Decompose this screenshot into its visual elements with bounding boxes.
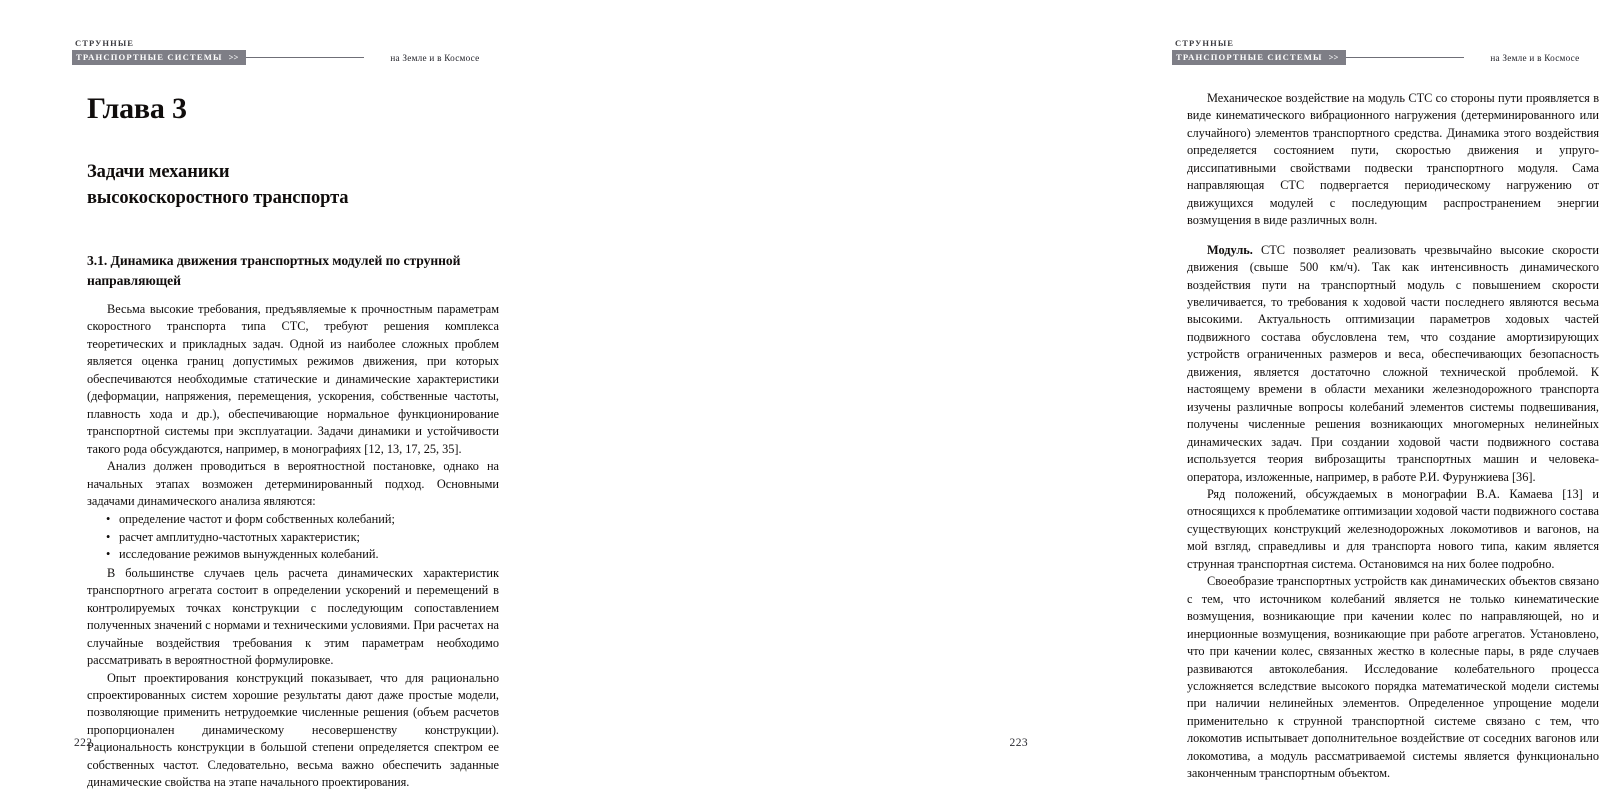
header-subtitle: на Земле и в Космосе bbox=[390, 52, 480, 63]
list-item: • исследование режимов вынужденных колебаний. bbox=[87, 546, 499, 563]
chevron-right-icon: >> bbox=[1328, 52, 1339, 62]
paragraph-text: Своеобразие транспортных устройств как динамических объектов связано с тем, что источником колебаний является не только кинематические возмущения, возникающие при качении колес по направляющей, но и инерционные возмущения, возникающие при работе агрегатов. Установлено, что при качении колес, связанных жестко в колесные пары, в ряде случаев развиваются автоколебания. Исследование колебательного процесса усложняется вследствие высокого порядка математической модели системы при наличии нелинейных элементов. Определенное упрощение модели применительно к струнной транспортной системе связано с тем, что локомотив испытывает дополнительное воздействие от соседних вагонов или локомотива, а модуль рассматриваемой системы является функционально законченным транспортным объектом. bbox=[1187, 574, 1599, 781]
paragraph-text: СТС позволяет реализовать чрезвычайно высокие скорости движения (свыше 500 км/ч). Так как интенсивность динамического воздействия пути на транспортный модуль с повышением скорости увеличивается, то требования к ходовой части последнего являются весьма высокими. Актуальность оптимизации параметров ходовых частей подвижного состава обусловлена тем, что создание амортизирующих устройств ограниченных размеров и веса, обеспечивающих безопасность движения, является достаточно сложной технической проблемой. К настоящему времени в области механики железнодорожного транспорта изучены различные вопросы колебаний элементов системы подвешивания, получены численные решения возникающих многомерных нелинейных динамических задач. При создании ходовой части подвижного состава используется теория виброзащиты транспортных машин и человека-оператора, изложенные, например, в работе Р.И. Фурунжиева [36]. bbox=[1187, 242, 1599, 484]
page-right bbox=[550, 0, 1599, 781]
header-line1: СТРУННЫЕ bbox=[75, 38, 135, 48]
paragraph bbox=[1187, 90, 1599, 230]
paragraph: Опыт проектирования конструкций показывает, что для рационально спроектированных систем хорошие результаты дают даже простые модели, позволяющие применить нетрудоемкие численные решения (объем расчетов пропорционален динамическому несовершенству конструкции). Рациональность конструкции в большой степени определяется спектром ее собственных частот. Следовательно, весьма важно обеспечить заданные динамические свойства на этапе начального проектирования. bbox=[87, 670, 499, 790]
chapter-title: Глава 3 bbox=[87, 92, 187, 125]
running-header-left bbox=[72, 38, 482, 68]
paragraph bbox=[1187, 573, 1599, 782]
header-band bbox=[72, 50, 246, 65]
paragraph-text: Механическое воздействие на модуль СТС со стороны пути проявляется в виде кинематического вибрационного нагружения (детерминированного или случайного) элементов транспортного средства. Динамика этого воздействия определяется состоянием пути, скоростью движения и упруго-диссипативными свойствами подвески транспортного модуля. Сама направляющая СТС подвергается периодическому нагружению от движущихся модулей с последующим распространением энергии возмущения в виде различных волн. bbox=[1187, 91, 1599, 228]
header-band-row bbox=[1172, 50, 1582, 65]
paragraph bbox=[1187, 242, 1599, 486]
bullet-list bbox=[87, 511, 499, 563]
header-line1: СТРУННЫЕ bbox=[1175, 38, 1235, 48]
paragraph-text: Ряд положений, обсуждаемых в монографии В.А. Камаева [13] и относящихся к проблематике оптимизации ходовой части подвижного состава существующих конструкций железнодорожных локомотивов и вагонов, на мой взгляд, справедливы и для транспорта нового типа, каким является струнная транспортная система. Остановимся на них более подробно. bbox=[1187, 486, 1599, 571]
page-right-content bbox=[1187, 90, 1599, 783]
page-number-right: 223 bbox=[1009, 737, 1028, 749]
header-rule bbox=[246, 57, 364, 58]
header-band-label: ТРАНСПОРТНЫЕ СИСТЕМЫ bbox=[76, 52, 223, 62]
chevron-right-icon: >> bbox=[228, 52, 239, 62]
page-number-left: 222 bbox=[74, 737, 93, 749]
header-band-row bbox=[72, 50, 482, 65]
paragraph: Весьма высокие требования, предъявляемые к прочностным параметрам скоростного транспорта типа СТС, требуют решения комплекса теоретических и прикладных задач. Одной из наиболее сложных проблем является оценка границ допустимых режимов движения, при которых обеспечиваются необходимые статические и динамические характеристики (деформации, напряжения, перемещения, ускорения, собственные частоты, плавность хода и др.), обеспечивающие нормальное функционирование транспортной системы при эксплуатации. Задачи динамики и устойчивости такого рода обсуждаются, например, в монографиях [12, 13, 17, 25, 35]. bbox=[87, 302, 499, 456]
header-band bbox=[1172, 50, 1346, 65]
list-item: • расчет амплитудно-частотных характеристик; bbox=[87, 529, 499, 546]
header-subtitle: на Земле и в Космосе bbox=[1490, 52, 1580, 63]
paragraph bbox=[1187, 486, 1599, 573]
header-rule bbox=[1346, 57, 1464, 58]
page-left-content bbox=[87, 92, 499, 792]
header-band-label: ТРАНСПОРТНЫЕ СИСТЕМЫ bbox=[1176, 52, 1323, 62]
page-left bbox=[0, 0, 550, 790]
paragraph: Анализ должен проводиться в вероятностной постановке, однако на начальных этапах возможен детерминированный подход. Основными задачами динамического анализа являются: bbox=[87, 459, 499, 508]
running-header-right bbox=[1172, 38, 1582, 68]
section-title: 3.1. Динамика движения транспортных модулей по струнной направляющей bbox=[87, 253, 461, 288]
list-item: • определение частот и форм собственных колебаний; bbox=[87, 511, 499, 528]
paragraph-lead: Модуль. bbox=[1207, 242, 1253, 257]
chapter-subtitle: Задачи механики высокоскоростного транспорта bbox=[87, 162, 349, 208]
paragraph: В большинстве случаев цель расчета динамических характеристик транспортного агрегата состоит в определении ускорений и перемещений в контролируемых точках конструкции с последующим сопоставлением полученных значений с нормами и техническими условиями. При расчетах на случайные воздействия требования к этим параметрам необходимо рассматривать в вероятностной формулировке. bbox=[87, 565, 499, 668]
